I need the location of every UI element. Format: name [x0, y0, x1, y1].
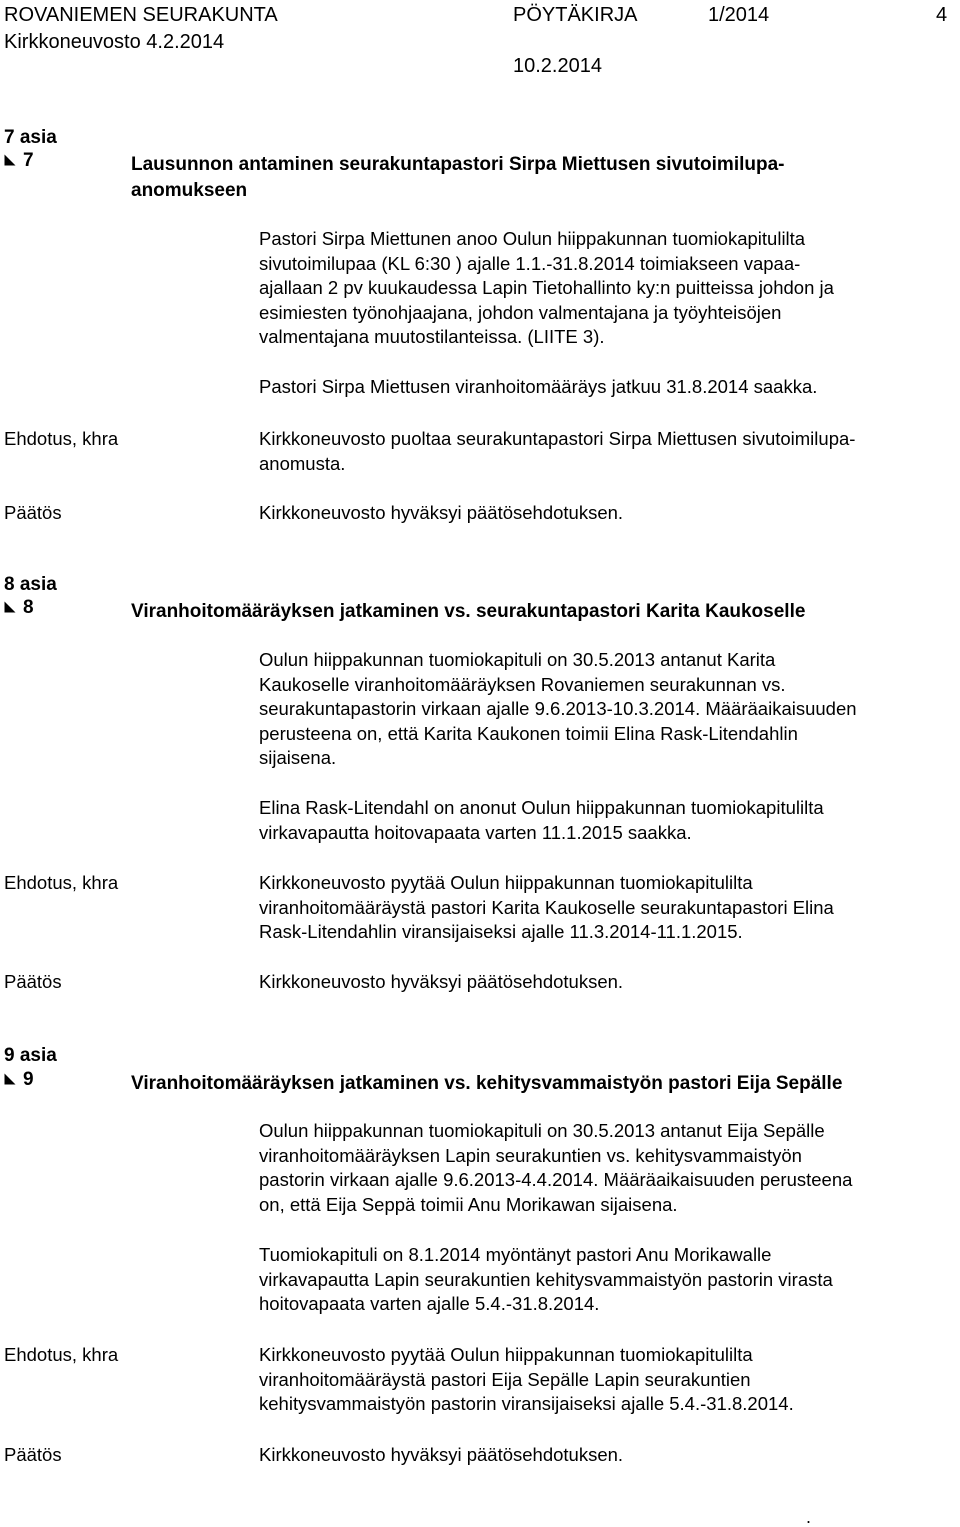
- link-reference-icon: [4, 1073, 16, 1085]
- document-date: 10.2.2014: [513, 55, 602, 77]
- proposal-label: Ehdotus, khra: [4, 1344, 119, 1365]
- page-number: 4: [936, 4, 948, 26]
- section-body-paragraph: Oulun hiippakunnan tuomiokapituli on 30.5.2013 antanut Karita Kaukoselle viranhoitomääräyksen Rovaniemen seurakunnan vs. seurakuntapastorin virkaan ajalle 9.6.2013-10.3.2014. Määräaikaisuuden perusteena on, että Karita Kaukonen toimii Elina Rask-Litendahlin sijaisena.: [259, 649, 857, 769]
- decision-text: Kirkkoneuvosto hyväksyi päätösehdotuksen.: [259, 502, 624, 523]
- section-number-row: [4, 1069, 34, 1091]
- section-number: 7: [23, 150, 34, 171]
- proposal-text: Kirkkoneuvosto puoltaa seurakuntapastori Sirpa Miettusen sivutoimilupa- anomusta.: [259, 428, 856, 474]
- link-reference-icon: [4, 601, 16, 613]
- section-title: Viranhoitomääräyksen jatkaminen vs. kehitysvammaistyön pastori Eija Sepälle: [131, 1073, 843, 1094]
- decision-text: Kirkkoneuvosto hyväksyi päätösehdotuksen.: [259, 1444, 624, 1465]
- section-number-row: [4, 597, 34, 619]
- proposal-text: Kirkkoneuvosto pyytää Oulun hiippakunnan tuomiokapitulilta viranhoitomääräystä pastori Eija Sepälle Lapin seurakuntien kehitysvammaistyön pastorin viransijaiseksi ajalle 5.4.-31.8.2014.: [259, 1344, 794, 1415]
- decision-text: Kirkkoneuvosto hyväksyi päätösehdotuksen.: [259, 971, 624, 992]
- section-number-row: [4, 150, 34, 172]
- document-number: 1/2014: [708, 4, 770, 26]
- decision-label: Päätös: [4, 971, 62, 992]
- meeting-label: Kirkkoneuvosto 4.2.2014: [4, 31, 225, 53]
- section-body-paragraph: Elina Rask-Litendahl on anonut Oulun hiippakunnan tuomiokapitulilta virkavapautta hoitovapaata varten 11.1.2015 saakka.: [259, 797, 824, 843]
- organization-name: ROVANIEMEN SEURAKUNTA: [4, 4, 278, 26]
- link-reference-icon: [4, 154, 16, 166]
- proposal-text: Kirkkoneuvosto pyytää Oulun hiippakunnan tuomiokapitulilta viranhoitomääräystä pastori Karita Kaukoselle seurakuntapastori Elina Rask-Litendahlin viransijaiseksi ajalle 11.3.2014-11.1.2015.: [259, 872, 834, 943]
- decision-label: Päätös: [4, 1444, 62, 1465]
- section-body-paragraph: Oulun hiippakunnan tuomiokapituli on 30.5.2013 antanut Eija Sepälle viranhoitomääräyksen Lapin seurakuntien vs. kehitysvammaistyön pastorin virkaan ajalle 9.6.2013-4.4.2014. Määräaikaisuuden perusteena on, että Eija Seppä toimii Anu Morikawan sijaisena.: [259, 1120, 853, 1215]
- section-body-paragraph: Tuomiokapituli on 8.1.2014 myöntänyt pastori Anu Morikawalle virkavapautta Lapin seurakuntien kehitysvammaistyön pastorin virasta hoitovapaata varten ajalle 5.4.-31.8.2014.: [259, 1244, 833, 1315]
- section-number: 9: [23, 1069, 34, 1090]
- section-asia-label: 9 asia: [4, 1045, 57, 1066]
- proposal-label: Ehdotus, khra: [4, 872, 119, 893]
- section-body-paragraph: Pastori Sirpa Miettusen viranhoitomääräys jatkuu 31.8.2014 saakka.: [259, 376, 818, 397]
- footer-mark: .: [806, 1507, 812, 1527]
- section-body-paragraph: Pastori Sirpa Miettunen anoo Oulun hiippakunnan tuomiokapitulilta sivutoimilupaa (KL 6:30 ) ajalle 1.1.-31.8.2014 toimiakseen vapaa- ajallaan 2 pv kuukaudessa Lapin Tietohallinto ky:n puitteissa johdon ja esimiesten työnohjaajana, johdon valmentajana ja työyhteisöjen valmentajana muutostilanteissa. (LIITE 3).: [259, 228, 834, 348]
- document-type: PÖYTÄKIRJA: [513, 4, 638, 26]
- section-title: Lausunnon antaminen seurakuntapastori Sirpa Miettusen sivutoimilupa- anomukseen: [131, 154, 785, 201]
- section-number: 8: [23, 597, 34, 618]
- proposal-label: Ehdotus, khra: [4, 428, 119, 449]
- section-asia-label: 8 asia: [4, 574, 57, 595]
- section-asia-label: 7 asia: [4, 127, 57, 148]
- section-title: Viranhoitomääräyksen jatkaminen vs. seurakuntapastori Karita Kaukoselle: [131, 601, 806, 622]
- decision-label: Päätös: [4, 502, 62, 523]
